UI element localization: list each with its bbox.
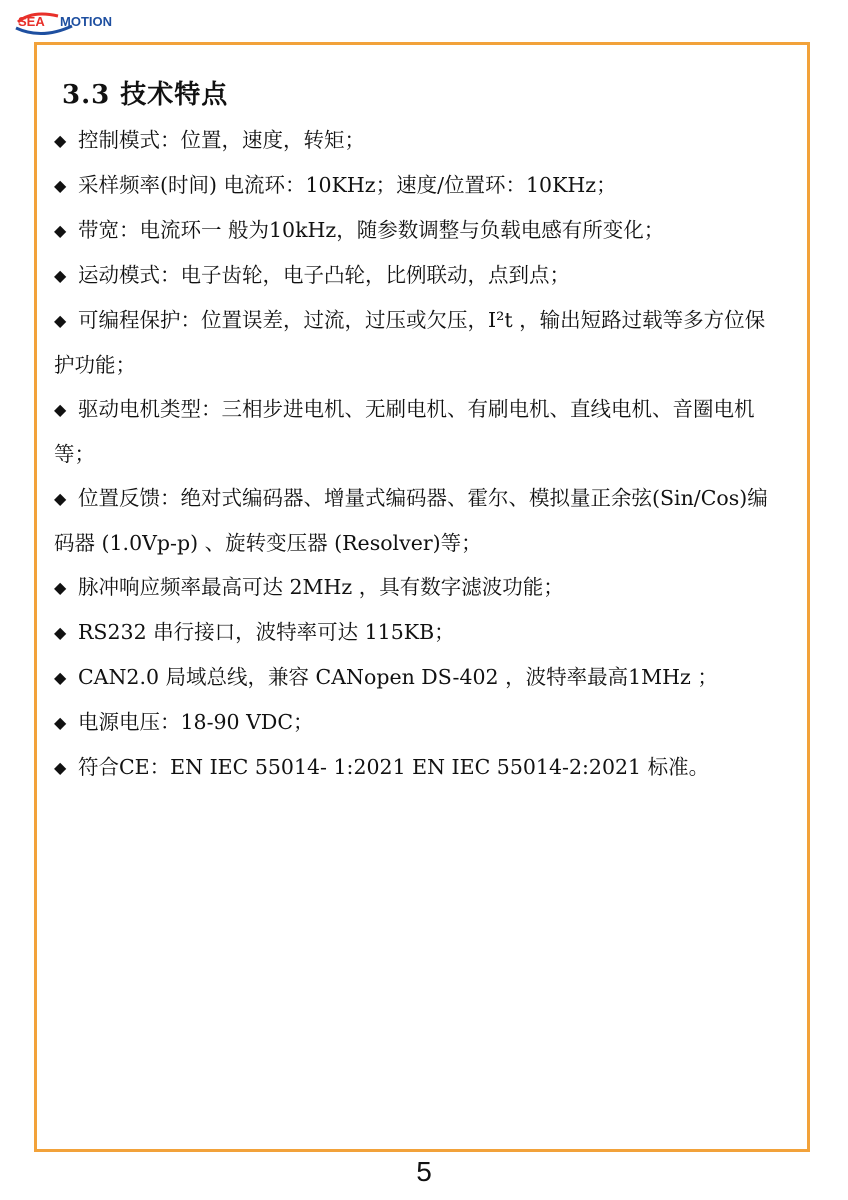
feature-text: 带宽：电流环一 般为10kHz，随参数调整与负载电感有所变化；: [78, 218, 665, 242]
feature-text: 采样频率(时间) 电流环：10KHz；速度/位置环：10KHz；: [78, 173, 617, 197]
diamond-bullet-icon: ◆: [54, 131, 67, 150]
page-number: 5: [416, 1156, 432, 1187]
logo-text-motion: MOTION: [60, 14, 112, 29]
diamond-bullet-icon: ◆: [54, 713, 67, 732]
feature-item: [54, 655, 784, 700]
company-logo: [12, 8, 132, 38]
feature-text: 运动模式：电子齿轮，电子凸轮，比例联动，点到点；: [78, 263, 570, 287]
feature-text: 脉冲响应频率最高可达 2MHz ，具有数字滤波功能；: [78, 575, 564, 599]
section-title: 3.3 技术特点: [62, 80, 229, 110]
feature-item: [54, 610, 784, 655]
feature-item: [54, 163, 784, 208]
feature-item: [54, 745, 784, 790]
feature-item: [54, 387, 784, 476]
diamond-bullet-icon: ◆: [54, 311, 67, 330]
feature-item: [54, 118, 784, 163]
diamond-bullet-icon: ◆: [54, 489, 67, 508]
feature-text: CAN2.0 局域总线，兼容 CANopen DS-402 ，波特率最高1MHz ；: [78, 665, 718, 689]
feature-item: [54, 700, 784, 745]
diamond-bullet-icon: ◆: [54, 578, 67, 597]
feature-text: 位置反馈：绝对式编码器、增量式编码器、霍尔、模拟量正余弦(Sin/Cos)编码器 (1.0Vp-p) 、旋转变压器 (Resolver)等；: [54, 486, 768, 555]
diamond-bullet-icon: ◆: [54, 623, 67, 642]
diamond-bullet-icon: ◆: [54, 176, 67, 195]
feature-item: [54, 298, 784, 387]
diamond-bullet-icon: ◆: [54, 758, 67, 777]
diamond-bullet-icon: ◆: [54, 668, 67, 687]
feature-text: 驱动电机类型：三相步进电机、无刷电机、有刷电机、直线电机、音圈电机等；: [54, 397, 755, 466]
diamond-bullet-icon: ◆: [54, 221, 67, 240]
feature-text: 控制模式：位置，速度，转矩；: [78, 128, 365, 152]
feature-list: [54, 118, 784, 790]
feature-text: 符合CE：EN IEC 55014- 1:2021 EN IEC 55014-2:2021 标准。: [78, 755, 710, 779]
feature-text: 可编程保护：位置误差，过流，过压或欠压，I²t ，输出短路过载等多方位保护功能；: [54, 308, 766, 377]
feature-item: [54, 253, 784, 298]
logo-text-sea: SEA: [18, 14, 45, 29]
diamond-bullet-icon: ◆: [54, 266, 67, 285]
feature-text: RS232 串行接口，波特率可达 115KB；: [78, 620, 455, 644]
feature-item: [54, 476, 784, 565]
diamond-bullet-icon: ◆: [54, 400, 67, 419]
feature-item: [54, 565, 784, 610]
feature-item: [54, 208, 784, 253]
feature-text: 电源电压：18-90 VDC；: [78, 710, 314, 734]
